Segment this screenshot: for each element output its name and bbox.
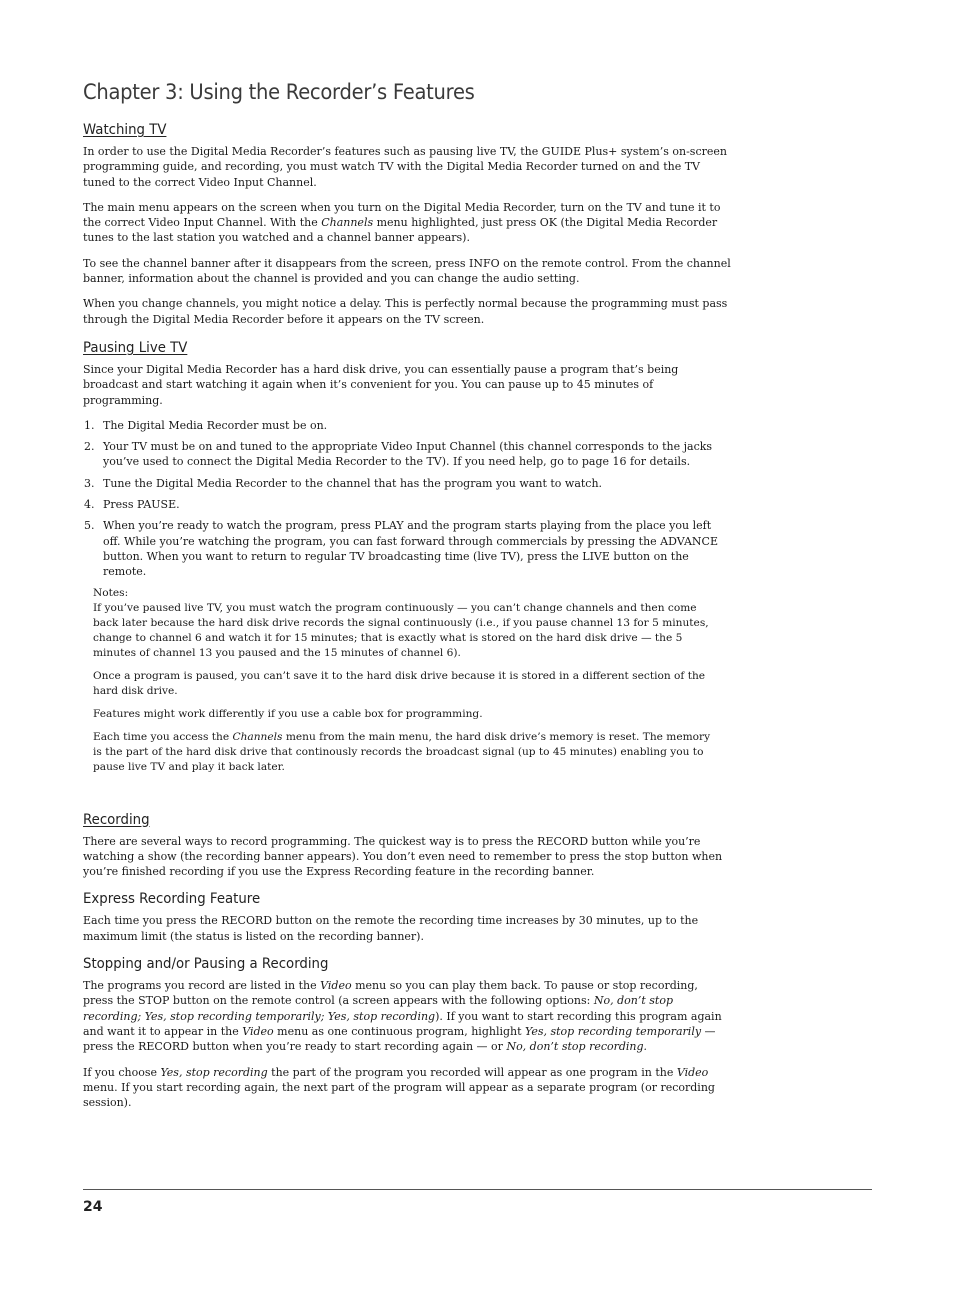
text-run: menu as one continuous program, highlight (273, 1024, 526, 1038)
step-text: Your TV must be on and tuned to the appropriate Video Input Channel (this channel corresponds to the jacks you’ve used to connect the Digital Media Recorder to the TV). If you need help, go to page 16 for details. (103, 440, 713, 469)
step-text: The Digital Media Recorder must be on. (103, 418, 328, 432)
text-run: — press the RECORD button when you’re ready to start recording again — or (83, 1024, 716, 1054)
italic-video: Video (242, 1024, 274, 1038)
italic-video: Video (676, 1065, 709, 1079)
step-number: 5. (84, 519, 95, 533)
section-recording (83, 811, 731, 880)
list-item (83, 518, 731, 579)
step-number: 4. (84, 498, 95, 512)
chapter-title: Chapter 3: Using the Recorder’s Features (83, 80, 475, 104)
heading-recording: Recording (83, 811, 150, 828)
watching-tv-paragraph-4: When you change channels, you might notice a delay. This is perfectly normal because the programming must pass through the Digital Media Recorder before it appears on the TV screen. (83, 297, 728, 326)
heading-watching-tv: Watching TV (83, 122, 167, 138)
italic-dont-stop: No, don’t stop recording. (506, 1040, 648, 1054)
text-run: the part of the program you recorded will appear as one program in the (267, 1065, 677, 1079)
pausing-steps-list (83, 418, 731, 580)
section-stopping-recording (83, 955, 731, 1110)
page-content (83, 121, 731, 1110)
watching-tv-paragraph-1: In order to use the Digital Media Recorder’s features such as pausing live TV, the GUIDE Plus+ system’s on-screen programming guide, and recording, you must watch TV with the Digital Media Recorder turned on and the TV tuned to the correct Video Input Channel. (83, 145, 727, 189)
heading-pausing-live-tv: Pausing Live TV (83, 339, 188, 356)
note-3: Features might work differently if you use a cable box for programming. (93, 707, 483, 720)
note-2: Once a program is paused, you can’t save it to the hard disk drive because it is stored in a different section of the hard disk drive. (93, 669, 706, 697)
text-run: The main menu appears on the screen when you turn on the Digital Media Recorder, turn on the TV and tune it to the correct Video Input Channel. With the (83, 200, 721, 230)
text-run: menu from the main menu, the hard disk drive’s memory is reset. The memory is the part of the hard disk drive that continously records the broadcast signal (up to 45 minutes) enabling you to pause live TV and play it back later. (93, 730, 711, 773)
italic-stop-temporarily: Yes, stop recording temporarily (525, 1024, 702, 1038)
notes-label: Notes: (93, 586, 129, 599)
section-pausing-live-tv (83, 339, 731, 775)
step-number: 3. (84, 476, 95, 490)
italic-yes-stop: Yes, stop recording (160, 1065, 268, 1079)
list-item (83, 497, 731, 512)
italic-options: No, don’t stop recording; Yes, stop recording temporarily; Yes, stop recording (83, 994, 673, 1023)
text-run: If you choose (83, 1065, 161, 1079)
page-number: 24 (83, 1199, 103, 1215)
footer-divider (83, 1189, 872, 1190)
text-run: menu so you can play them back. To pause or stop recording, press the STOP button on the remote control (a screen appears with the following options: (83, 979, 698, 1008)
list-item (83, 418, 731, 433)
italic-video: Video (320, 979, 352, 993)
note-1: If you’ve paused live TV, you must watch the program continuously — you can’t change channels and then come back later because the hard disk drive records the signal continuously (i.e., if you pause channel 13 for 5 minutes, change to channel 6 and watch it for 15 minutes; that is exactly what is stored on the hard disk drive — the 5 minutes of channel 13 you paused and the 15 minutes of channel 6). (93, 601, 709, 659)
step-number: 1. (84, 418, 95, 432)
section-express-recording (83, 890, 731, 944)
recording-intro: There are several ways to record programming. The quickest way is to press the RECORD button while you’re watching a show (the recording banner appears). You don’t even need to remember to press the stop button when you’re finished recording if you use the Express Recording feature in the recording banner. (83, 834, 723, 879)
step-text: Tune the Digital Media Recorder to the channel that has the program you want to watch. (103, 476, 603, 490)
step-text: Press PAUSE. (103, 498, 180, 512)
step-text: When you’re ready to watch the program, press PLAY and the program starts playing from the place you left off. While you’re watching the program, you can fast forward through commercials by pressing the ADVANCE button. When you want to return to regular TV broadcasting time (live TV), press the LIVE button on the remote. (103, 519, 718, 579)
italic-channels: Channels (321, 216, 374, 230)
express-recording-text: Each time you press the RECORD button on the remote the recording time increases by 30 minutes, up to the maximum limit (the status is listed on the recording banner). (83, 914, 699, 943)
watching-tv-paragraph-3: To see the channel banner after it disappears from the screen, press INFO on the remote control. From the channel banner, information about the channel is provided and you can change the audio setting. (83, 256, 731, 286)
notes-block (83, 586, 721, 775)
italic-channels: Channels (232, 730, 283, 743)
list-item (83, 439, 731, 470)
step-number: 2. (84, 440, 95, 454)
stopping-paragraph-1 (83, 978, 731, 1054)
heading-express-recording: Express Recording Feature (83, 891, 261, 908)
note-4 (93, 730, 721, 775)
text-run: The programs you record are listed in the (83, 979, 321, 993)
pausing-intro: Since your Digital Media Recorder has a hard disk drive, you can essentially pause a program that’s being broadcast and start watching it again when it’s convenient for you. You can pause up to 45 minutes of programming. (83, 362, 679, 407)
list-item (83, 476, 731, 491)
section-watching-tv (83, 121, 731, 327)
text-run: menu highlighted, just press OK (the Digital Media Recorder tunes to the last station you watched and a channel banner appears). (83, 216, 718, 245)
text-run: menu. If you start recording again, the next part of the program will appear as a separate program (or recording session). (83, 1080, 715, 1110)
watching-tv-paragraph-2 (83, 200, 731, 246)
heading-stopping-recording: Stopping and/or Pausing a Recording (83, 956, 329, 973)
stopping-paragraph-2 (83, 1065, 731, 1111)
text-run: Each time you access the (93, 730, 233, 743)
text-run: ). If you want to start recording this program again and want it to appear in the (83, 1009, 722, 1038)
